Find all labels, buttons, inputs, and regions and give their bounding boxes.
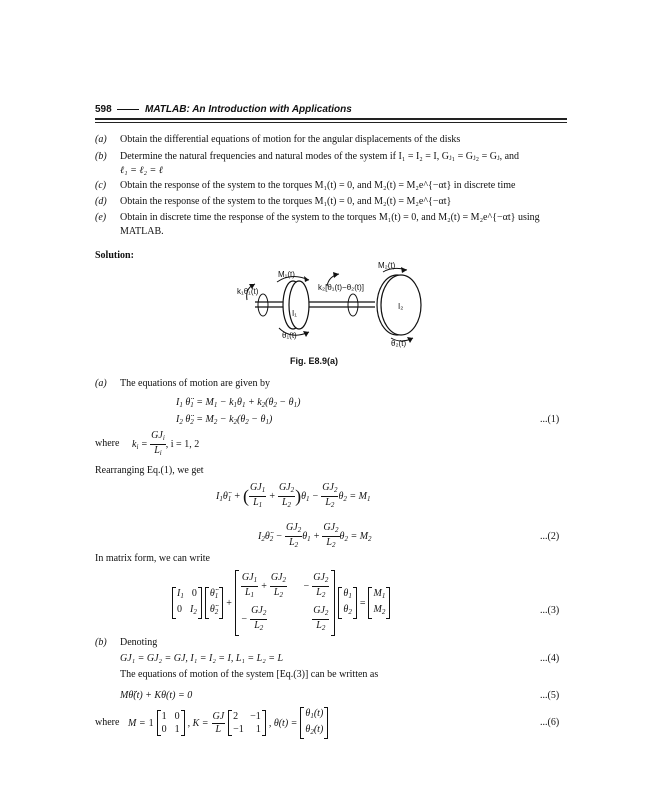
m-matrix: 1 0 0 1 [157,710,185,736]
stiffness-matrix: $\frac{GJ_1}{L_1}$ + $\frac{GJ_2}{L_2}$ − $\frac{GJ_2}{L_2}$ − $\frac{GJ_2}{L_2}$ $\frac{GJ_2}{L_2}$ [235,570,336,636]
where-tail: , i = 1, 2 [165,438,200,450]
figure-diagram [225,258,445,350]
label-i2: I₂ [398,302,404,311]
page-number: 598 [95,104,112,115]
item-a-label: (a) [95,134,107,145]
eq-motion-1: $I_1$ $\thetä_1 = M_1 - k_1\theta_1 + k_2(\theta_2 - \theta_1)$ [176,397,301,409]
where-label-1: where [95,438,120,449]
eq-compact: Mθ̈(t) + Kθ(t) = 0 [120,690,193,701]
where-label-2: where [95,717,120,728]
eq-number-2: ...(2) [540,531,560,542]
eq-motion-2: $I_2$ $\thetä_2 = M_2 - k_2(\theta_2 - \theta_1)$ [176,414,273,426]
label-theta1: θ₁(t) [282,331,297,340]
denoting-text: Denoting [120,637,158,648]
matrix-intro: In matrix form, we can write [95,553,210,564]
eq-rearranged-2: $I_2\thetä_2$ − $\frac{GJ_2}{L_2}$ $\theta_1$ + $\frac{GJ_2}{L_2}$ $\theta_2 = M_2$ [258,522,372,549]
label-i1: I₁ [292,309,297,318]
item-e-text2: MATLAB. [120,226,164,237]
item-d-text: Obtain the response of the system to the torques M₁(t) = 0, and M₂(t) = M₂e^{−αt} [120,196,452,207]
eq-number-6: ...(6) [540,717,560,728]
part-a-label: (a) [95,378,107,389]
item-c-label: (c) [95,180,107,191]
label-theta2: θ₂(t) [391,339,407,348]
item-a-text: Obtain the differential equations of motion for the angular displacements of the disks [120,134,461,145]
label-k2: k₂[θ₁(t)−θ₂(t)] [318,283,365,292]
header-rule [95,118,567,120]
header-title: MATLAB: An Introduction with Applications [145,104,352,115]
inertia-matrix: $I_1$ 0 0 $I_2$ [172,587,202,619]
figure-caption: Fig. E8.9(a) [290,356,339,366]
accel-vector: $\thetä_1$ $\thetä_2$ [205,587,223,619]
eq-rearranged-1: $I_1\thetä_1$ + ( $\frac{GJ_1}{L_1}$ + $\frac{GJ_2}{L_2}$ )$\theta_1$ − $\frac{GJ_2}{L_2}$ $\theta_2 = M_1$ [216,482,371,509]
item-e-label: (e) [95,212,107,223]
theta-t-vector: $\theta_1(t)$ $\theta_2(t)$ [300,707,328,739]
part-b-label: (b) [95,637,107,648]
eq-ki: $k_i$ = $\frac{GJ_i}{L_i}$ , i = 1, 2 [132,430,200,457]
solution-heading: Solution: [95,250,134,261]
eq-denoting: GJ₁ = GJ₂ = GJ, I₁ = I₂ = I, L₁ = L₂ = L [120,653,284,664]
item-b-text: Determine the natural frequencies and natural modes of the system if I₁ = I₂ = I, Gⱼ₁ = Gⱼ₂ = Gⱼ, and [120,151,520,162]
header-dash [117,109,139,110]
item-b-text2: ℓ₁ = ℓ₂ = ℓ [120,165,163,176]
item-d-label: (d) [95,196,107,207]
part-a-intro: The equations of motion are given by [120,378,270,389]
eq-number-1: ...(1) [540,414,560,425]
header-rule-thin [95,122,567,123]
eq-number-3: ...(3) [540,605,560,616]
label-k1: k₁θ₁(t) [237,287,259,296]
item-b-label: (b) [95,151,107,162]
item-c-text: Obtain the response of the system to the torques M₁(t) = 0, and M₂(t) = M₂e^{−αt} in discrete time [120,180,516,191]
eq-matrix-form: $I_1$ 0 0 $I_2$ $\thetä_1$ $\thetä_2$ + $\frac{GJ_1}{L_1}$ + $\frac{GJ_2}{L_2}$ − $\frac{GJ_2}{L_2}$ − $\frac{GJ_2}{L_2}$ $\frac{GJ_2}{L_2}$ $\theta_1$ $\theta_2$ = $M_1$ $M_2$ [172,570,390,636]
rearranging-text: Rearranging Eq.(1), we get [95,465,204,476]
theta-vector: $\theta_1$ $\theta_2$ [338,587,356,619]
eq-number-4: ...(4) [540,653,560,664]
k-matrix: 2 −1 −1 1 [228,710,266,736]
left-support [258,294,268,316]
label-m1: M₁(t) [278,270,295,279]
middle-support [348,294,358,316]
label-m2: M₂(t) [378,261,396,270]
part-b-text: The equations of motion of the system [Eq.(3)] can be written as [120,669,379,680]
eq-number-5: ...(5) [540,690,560,701]
item-e-text: Obtain in discrete time the response of the system to the torques M₁(t) = 0, and M₂(t) = M₂e^{−αt} using [120,212,540,223]
eq-definitions: M = 1 1 0 0 1 , K = $\frac{GJ}{L}$ 2 −1 −1 1 , θ(t) = $\theta_1(t)$ $\theta_2(t)$ [128,707,328,739]
torque-vector: $M_1$ $M_2$ [368,587,390,619]
